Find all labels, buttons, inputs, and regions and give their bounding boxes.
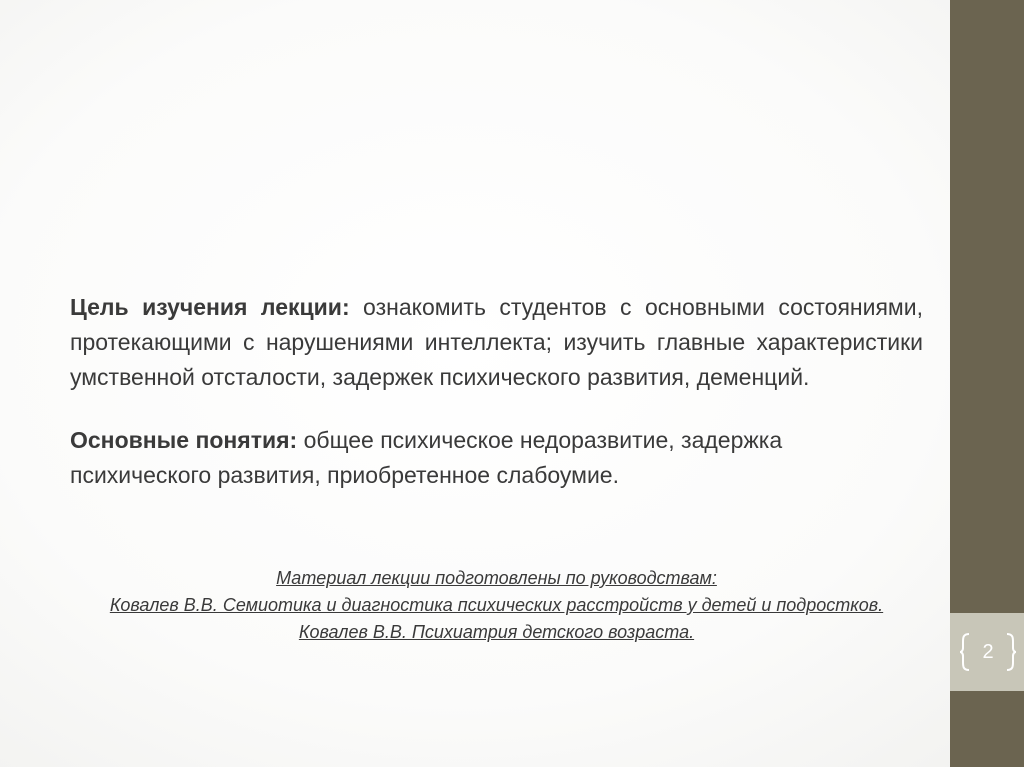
concepts-paragraph — [70, 423, 900, 493]
reference-item-1: Ковалев В.В. Семиотика и диагностика психических расстройств у детей и подростков. — [109, 595, 884, 615]
references-intro: Материал лекции подготовлены по руководствам: — [276, 568, 717, 588]
page-number-box — [950, 613, 1024, 691]
main-content — [70, 290, 923, 493]
goal-label: Цель изучения лекции: — [70, 294, 350, 320]
page-number-frame — [960, 632, 1016, 672]
reference-item-2: Ковалев В.В. Психиатрия детского возраста. — [298, 622, 695, 642]
goal-text: ознакомить студентов с основными состояниями, протекающими с нарушениями интеллекта; изучить главные характеристики умственной отсталости, задержек психического развития, деменций. — [70, 294, 923, 390]
page-number: 2 — [982, 641, 994, 663]
concepts-text: общее психическое недоразвитие, задержка психического развития, приобретенное слабоумие. — [70, 427, 783, 488]
concepts-label: Основные понятия: — [70, 427, 298, 453]
references-block — [70, 565, 923, 646]
goal-paragraph — [70, 290, 923, 395]
